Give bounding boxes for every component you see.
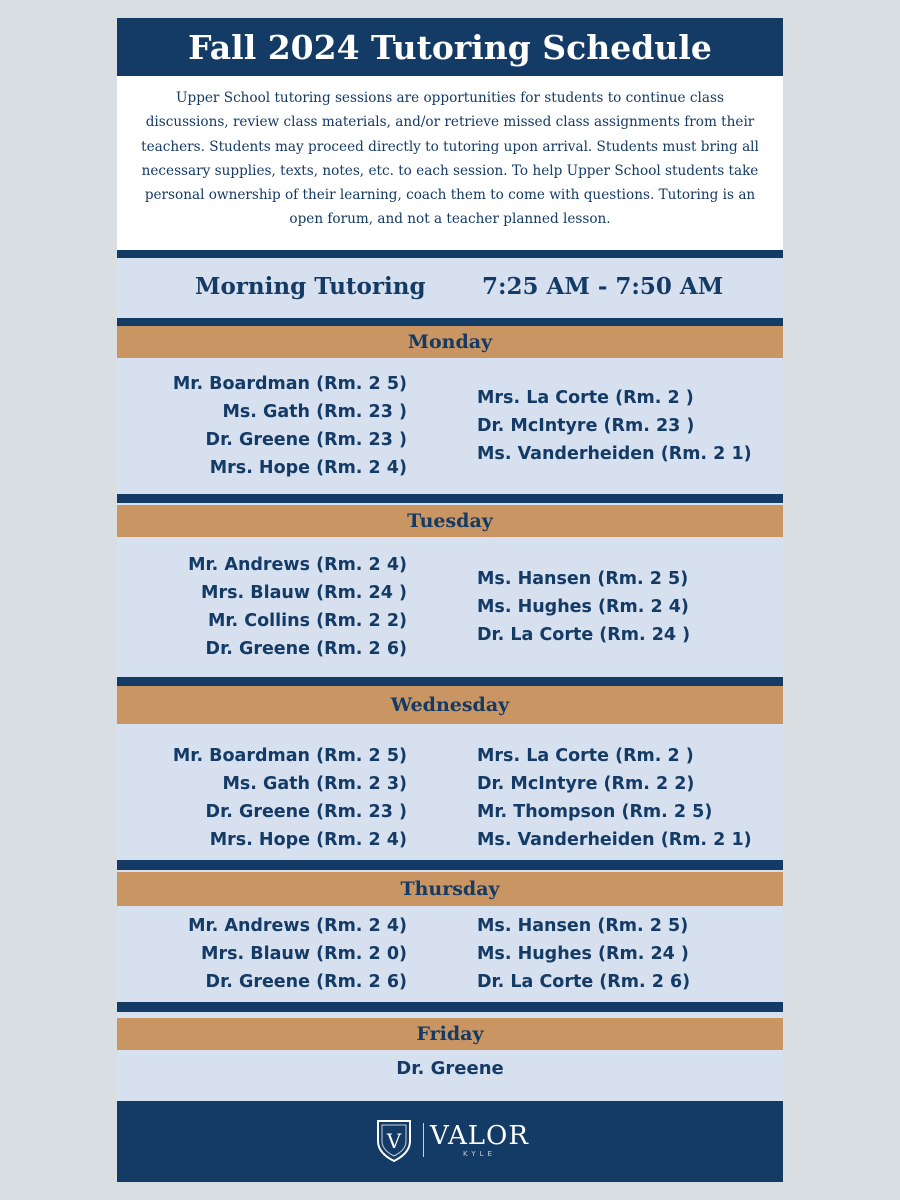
- divider: [117, 318, 783, 326]
- teacher-entry: Ms. Vanderheiden (Rm. 2 1): [477, 829, 752, 850]
- session-label: Morning Tutoring: [195, 273, 426, 300]
- shield-v-icon: [375, 1117, 413, 1163]
- teacher-entry: Ms. Hansen (Rm. 2 5): [477, 569, 689, 589]
- teacher-entry: Mrs. La Corte (Rm. 2 ): [477, 745, 694, 766]
- teacher-entry: Mr. Boardman (Rm. 2 5): [172, 745, 407, 766]
- teacher-entry: Mr. Thompson (Rm. 2 5): [477, 801, 713, 822]
- teacher-entry: Mr. Boardman (Rm. 2 5): [172, 374, 407, 394]
- teacher-entry: Dr. McIntyre (Rm. 23 ): [477, 416, 695, 436]
- teacher-entry: Dr. La Corte (Rm. 24 ): [477, 625, 691, 645]
- teacher-entry: Ms. Hughes (Rm. 24 ): [477, 944, 689, 964]
- day-header-tuesday: Tuesday: [117, 505, 783, 537]
- teacher-entry: Ms. Gath (Rm. 2 3): [222, 773, 407, 794]
- divider: [117, 677, 783, 686]
- divider: [117, 494, 783, 503]
- teacher-entry: Dr. Greene (Rm. 2 6): [205, 972, 407, 992]
- teacher-entry: Ms. Hansen (Rm. 2 5): [477, 916, 689, 936]
- page-title: Fall 2024 Tutoring Schedule: [117, 18, 783, 76]
- monday-right-list: [477, 358, 777, 494]
- monday-left-list: [107, 358, 407, 494]
- teacher-entry: Dr. Greene (Rm. 23 ): [205, 430, 407, 450]
- teacher-entry: Mrs. La Corte (Rm. 2 ): [477, 388, 694, 408]
- day-header-monday: Monday: [117, 326, 783, 358]
- wednesday-right-list: [477, 733, 777, 862]
- intro-paragraph: Upper School tutoring sessions are opportunities for students to continue class discussions, review class materials, and/or retrieve missed class assignments from their teachers. Students may proceed directly to tutoring upon arrival. Students must bring all necessary supplies, texts, notes, etc. to each session. To help Upper School students take personal ownership of their learning, coach them to come with questions. Tutoring is an open forum, and not a teacher planned lesson.: [117, 76, 783, 250]
- day-header-thursday: Thursday: [117, 872, 783, 906]
- tuesday-left-list: [107, 537, 407, 677]
- divider: [117, 1002, 783, 1012]
- divider: [117, 250, 783, 258]
- wednesday-left-list: [107, 733, 407, 862]
- session-header: [117, 258, 783, 316]
- thursday-right-list: [477, 906, 777, 1002]
- teacher-entry: Dr. Greene (Rm. 2 6): [205, 639, 407, 659]
- logo-divider: [423, 1123, 424, 1157]
- schedule-card: [117, 18, 783, 1182]
- teacher-entry: Mrs. Hope (Rm. 2 4): [209, 829, 407, 850]
- teacher-entry: Mrs. Blauw (Rm. 24 ): [201, 583, 407, 603]
- teacher-entry: Dr. Greene: [396, 1058, 504, 1079]
- teacher-entry: Mr. Collins (Rm. 2 2): [207, 611, 407, 631]
- valor-logo: [375, 1117, 545, 1165]
- divider: [117, 860, 783, 870]
- teacher-entry: Ms. Hughes (Rm. 2 4): [477, 597, 689, 617]
- logo-emblem-letter: V: [386, 1129, 402, 1153]
- thursday-left-list: [107, 906, 407, 1002]
- teacher-entry: Mr. Andrews (Rm. 2 4): [188, 555, 407, 575]
- teacher-entry: Dr. La Corte (Rm. 2 6): [477, 972, 691, 992]
- teacher-entry: Mrs. Hope (Rm. 2 4): [209, 458, 407, 478]
- session-time: 7:25 AM - 7:50 AM: [482, 273, 724, 300]
- logo-subtext: KYLE: [463, 1150, 496, 1158]
- day-header-wednesday: Wednesday: [117, 686, 783, 724]
- day-header-friday: Friday: [117, 1018, 783, 1050]
- tuesday-right-list: [477, 537, 777, 677]
- footer: [117, 1101, 783, 1182]
- teacher-entry: Ms. Gath (Rm. 23 ): [222, 402, 407, 422]
- logo-brand: VALOR: [430, 1121, 529, 1151]
- teacher-entry: Mr. Andrews (Rm. 2 4): [188, 916, 407, 936]
- teacher-entry: Dr. McIntyre (Rm. 2 2): [477, 773, 695, 794]
- teacher-entry: Mrs. Blauw (Rm. 2 0): [201, 944, 407, 964]
- teacher-entry: Dr. Greene (Rm. 23 ): [205, 801, 407, 822]
- teacher-entry: Ms. Vanderheiden (Rm. 2 1): [477, 444, 752, 464]
